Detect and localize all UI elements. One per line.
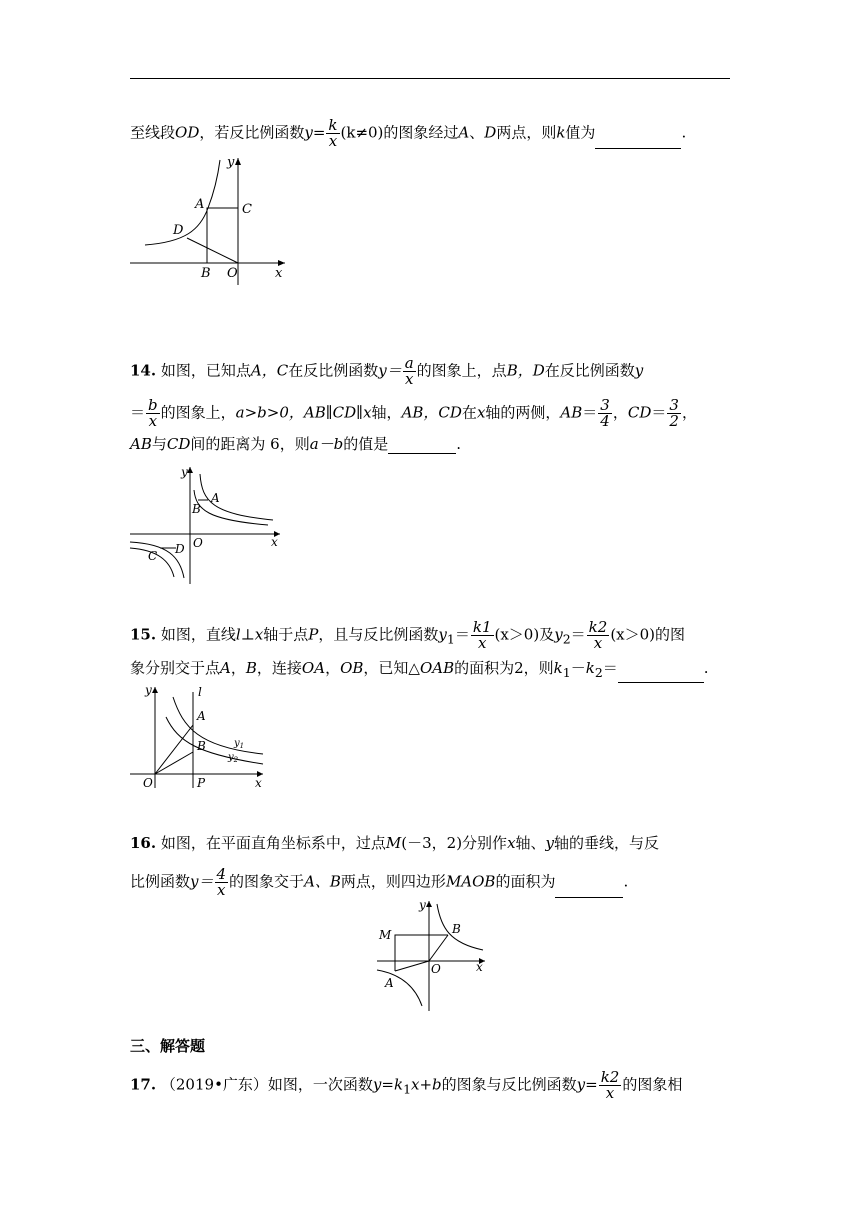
section-title: 三、解答题: [130, 1037, 206, 1055]
figure-15: [128, 682, 268, 792]
problem-number: 16.: [130, 834, 157, 852]
text: ，: [230, 659, 246, 677]
numerator: k: [328, 116, 338, 134]
rect-M: [395, 935, 429, 961]
text: 的图象上，: [160, 403, 236, 422]
y-arrow: [187, 467, 193, 473]
denominator: 2: [669, 412, 679, 430]
denominator: x: [605, 1084, 615, 1102]
text: x: [507, 834, 516, 852]
text: ，若反比例函数: [199, 123, 305, 142]
label-B: B: [197, 739, 206, 753]
fraction: [667, 398, 681, 429]
problem-14-line1: [130, 356, 643, 387]
text: OB: [340, 659, 364, 677]
text: k: [585, 659, 595, 677]
numerator: a: [404, 354, 414, 372]
segment-OB: [155, 752, 193, 774]
label-C: C: [148, 549, 158, 563]
text: 轴的垂线，与反: [554, 834, 660, 852]
text: 在反比例函数: [288, 361, 379, 380]
text: y: [554, 625, 563, 644]
label-y: y: [419, 898, 426, 912]
text: 象分别交于点: [130, 659, 221, 677]
denominator: x: [217, 881, 226, 899]
label-y2: $y_2$: [228, 752, 239, 764]
text: 的图象相: [622, 1075, 683, 1094]
subscript: 1: [403, 1081, 412, 1097]
label-A: A: [195, 197, 205, 212]
problem-15-line2: [130, 658, 709, 683]
text: 的图象经过: [383, 123, 459, 142]
text: ＝: [582, 403, 598, 422]
label-M: M: [379, 928, 392, 942]
text: A，C: [250, 361, 289, 380]
label-y: y: [227, 155, 235, 170]
text: 在反比例函数: [544, 361, 635, 380]
text: 两点，则: [496, 123, 557, 142]
text: (k≠0): [340, 123, 384, 142]
curve-branch3: [377, 970, 422, 1006]
answer-blank[interactable]: [618, 668, 704, 683]
label-x: x: [255, 776, 262, 790]
problem-16-line1: [130, 833, 659, 853]
text: 间的距离为 6，则: [190, 435, 310, 453]
label-x: x: [476, 960, 483, 974]
text: ＝: [130, 403, 146, 422]
y-arrow: [235, 158, 241, 165]
text: 两点，则四边形: [340, 872, 446, 891]
text: .: [456, 435, 462, 453]
figure-14: [128, 462, 288, 584]
text: ，连接: [256, 659, 302, 677]
text: (x＞0)及: [494, 625, 555, 644]
text: AB: [130, 435, 152, 453]
label-B: B: [192, 502, 201, 516]
text: y: [634, 361, 644, 380]
text: x+b: [411, 1075, 442, 1094]
text: k: [556, 123, 566, 142]
text: B，D: [506, 361, 545, 380]
text: .: [623, 872, 629, 891]
text: AB，CD: [401, 403, 462, 422]
segment-OB: [429, 935, 448, 961]
problem-16-line2: [130, 867, 628, 898]
text: ＝: [602, 659, 618, 677]
numerator: k2: [600, 1068, 620, 1086]
label-D: D: [173, 223, 184, 238]
y-arrow: [152, 687, 158, 693]
text: ，已知△: [363, 659, 420, 677]
denominator: x: [593, 634, 603, 652]
text: (－3，2)分别作: [401, 834, 508, 852]
segment-OA: [155, 725, 193, 774]
problem-14-line3: [130, 434, 461, 454]
label-B: B: [452, 922, 461, 936]
text: ＝: [651, 403, 667, 422]
text: ，: [612, 403, 628, 422]
y-arrow: [426, 901, 432, 907]
problem-number: 15.: [130, 625, 157, 644]
segment-OA: [395, 961, 429, 971]
label-O: O: [227, 266, 238, 281]
denominator: x: [477, 634, 487, 652]
denominator: x: [148, 412, 158, 430]
text: l⊥x: [235, 625, 264, 644]
answer-blank[interactable]: [555, 883, 623, 898]
text: 的图象交于: [229, 872, 305, 891]
problem-number: 14.: [130, 361, 157, 380]
denominator: x: [404, 370, 414, 388]
text: D: [484, 123, 497, 142]
text: A、B: [304, 872, 341, 891]
label-B: B: [201, 266, 211, 281]
text: (x＞0)的图: [610, 625, 686, 644]
text: 如图，在平面直角坐标系中，过点: [160, 834, 386, 852]
problem-number: 17.: [130, 1075, 157, 1094]
label-O: O: [143, 776, 153, 790]
text: M: [385, 834, 402, 852]
text: ＝: [570, 625, 586, 644]
label-D: D: [175, 542, 185, 556]
label-A: A: [197, 709, 206, 723]
text: CD: [166, 435, 191, 453]
label-x: x: [275, 266, 283, 281]
text: 轴的两侧，: [485, 403, 561, 422]
subscript: 2: [562, 631, 571, 647]
text: 轴、: [515, 834, 546, 852]
text: a－b: [309, 435, 344, 453]
text: OAB: [419, 659, 455, 677]
numerator: 3: [669, 396, 679, 414]
text: －: [570, 659, 586, 677]
problem-13-text: [130, 118, 686, 149]
numerator: 4: [216, 865, 227, 883]
text: 的图象上，点: [416, 361, 507, 380]
text: a>b>0，AB∥CD∥x: [235, 403, 372, 422]
text: .: [703, 659, 709, 677]
numerator: b: [148, 396, 158, 414]
problem-15-line1: [130, 620, 685, 651]
fraction: [326, 118, 339, 149]
text: ＝: [454, 625, 470, 644]
fraction: [403, 356, 416, 387]
text: y=: [304, 123, 326, 142]
text: 在: [461, 403, 477, 422]
text: AB: [560, 403, 583, 422]
text: ，且与反比例函数: [318, 625, 439, 644]
figure-13: [125, 150, 295, 285]
text: 的值是: [343, 435, 389, 453]
problem-14-line2: [130, 398, 697, 429]
label-x: x: [271, 535, 278, 549]
text: 轴于点: [263, 625, 309, 644]
segment-OD: [187, 238, 238, 263]
text: k: [553, 659, 563, 677]
text: x: [476, 403, 486, 422]
numerator: 3: [600, 396, 610, 414]
rectangle-ABOC: [207, 208, 238, 263]
fraction: [598, 398, 612, 429]
text: .: [681, 123, 687, 142]
text: 至线段: [130, 123, 176, 142]
text: A: [220, 659, 231, 677]
answer-blank[interactable]: [595, 134, 681, 149]
label-y: y: [145, 683, 152, 697]
label-l: l: [198, 685, 202, 699]
denominator: x: [328, 132, 338, 150]
text: y: [438, 625, 447, 644]
text: y＝: [378, 361, 402, 380]
text: 如图，直线: [160, 625, 236, 644]
text: 的面积为2，则: [454, 659, 554, 677]
text: y＝: [190, 872, 214, 891]
curve-y1: [173, 697, 263, 754]
text: A: [458, 123, 470, 142]
text: ，: [325, 659, 341, 677]
text: 的图象与反比例函数: [441, 1075, 577, 1094]
text: y=: [576, 1075, 598, 1094]
text: OD: [175, 123, 200, 142]
text: y: [545, 834, 555, 852]
subscript: 1: [562, 665, 571, 680]
text: 比例函数: [130, 872, 191, 891]
problem-17-line1: [130, 1070, 682, 1101]
text: （2019•广东）如图，一次函数: [160, 1075, 373, 1094]
label-y: y: [181, 465, 188, 479]
text: OA: [301, 659, 326, 677]
fraction: [215, 867, 229, 898]
numerator: k2: [588, 618, 608, 636]
text: 如图，已知点: [160, 361, 251, 380]
label-A: A: [211, 491, 220, 505]
numerator: k1: [472, 618, 492, 636]
text: 、: [469, 123, 485, 142]
label-O: O: [193, 536, 203, 550]
text: 与: [151, 435, 167, 453]
fraction: [471, 620, 494, 651]
denominator: 4: [600, 412, 610, 430]
fraction: [587, 620, 610, 651]
text: 的面积为: [495, 872, 556, 891]
answer-blank[interactable]: [388, 439, 456, 454]
text: 轴，: [371, 403, 402, 422]
text: y=k: [372, 1075, 404, 1094]
label-P: P: [197, 776, 206, 790]
label-O: O: [431, 962, 441, 976]
text: ，: [681, 403, 697, 422]
subscript: 2: [594, 665, 603, 680]
label-C: C: [242, 202, 252, 217]
text: B: [245, 659, 257, 677]
text: P: [308, 625, 319, 644]
fraction: [599, 1070, 622, 1101]
figure-16: [375, 898, 490, 1013]
label-y1: $y_1$: [234, 738, 245, 750]
text: MAOB: [445, 872, 496, 891]
text: CD: [627, 403, 652, 422]
subscript: 1: [446, 631, 455, 647]
text: 值为: [565, 123, 596, 142]
header-rule: [130, 78, 730, 79]
label-A: A: [385, 976, 394, 990]
fraction: [146, 398, 160, 429]
